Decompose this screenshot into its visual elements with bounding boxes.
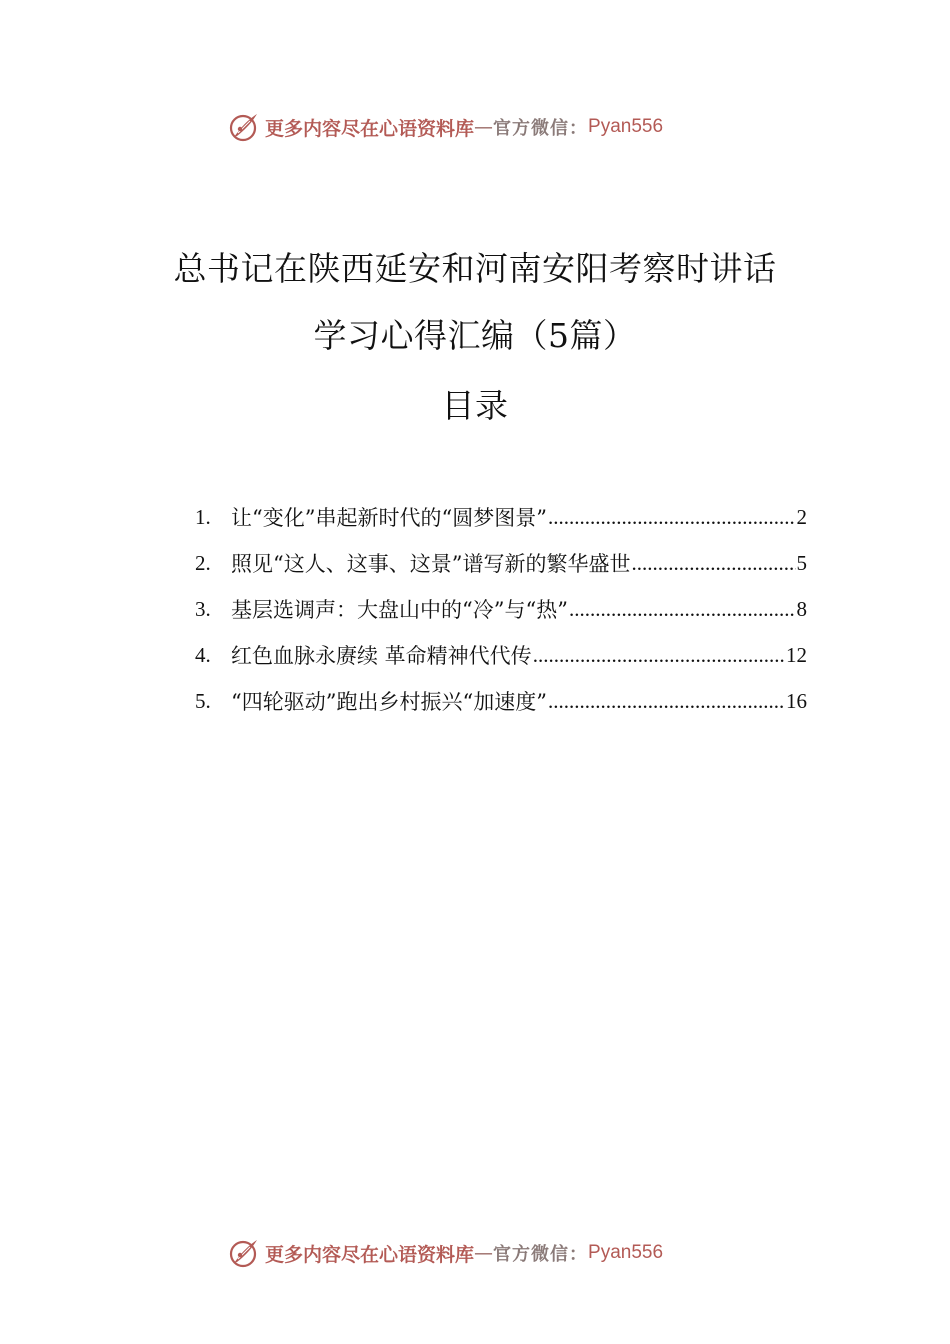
watermark-dash: — [474,1242,494,1264]
toc-entry-number: 1. [195,504,211,529]
toc-entry-title: “四轮驱动”跑出乡村振兴“加速度” [231,690,547,714]
toc-entry-number: 5. [195,688,211,713]
watermark-text: 更多内容尽在心语资料库 [265,117,475,140]
toc-heading: 目录 [441,386,509,425]
toc-entry-page: 5 [796,550,807,575]
toc-leader-dots [631,551,795,576]
toc-entry-page: 16 [786,688,807,713]
toc-entry-title: 照见“这人、这事、这景”谱写新的繁华盛世 [231,552,631,576]
toc-entry-title: 基层选调声：大盘山中的“冷”与“热” [231,598,568,622]
toc-entry-title: 让“变化”串起新时代的“圆梦图景” [231,506,547,530]
toc-leader-dots [548,505,796,530]
header-watermark [228,111,663,143]
table-of-contents [195,494,807,724]
toc-entry-4[interactable] [195,632,807,678]
document-title-line2: 学习心得汇编（5篇） [313,316,637,355]
toc-leader-dots [569,597,796,622]
watermark-wechat-id: Pyan556 [588,116,664,137]
toc-entry-1[interactable] [195,494,807,540]
toc-leader-dots [548,689,785,714]
toc-entry-number: 4. [195,642,211,667]
footer-watermark [228,1237,663,1269]
document-title-line1: 总书记在陕西延安和河南安阳考察时讲话 [173,249,777,288]
quill-pen-logo-icon [228,1237,260,1269]
toc-entry-title: 红色血脉永赓续 革命精神代代传 [231,644,532,668]
toc-leader-dots [533,643,785,668]
quill-pen-logo-icon [228,111,260,143]
toc-entry-2[interactable] [195,540,807,586]
watermark-wechat-id: Pyan556 [588,1242,664,1263]
watermark-text: 更多内容尽在心语资料库 [265,1243,475,1266]
toc-entry-page: 12 [786,642,807,667]
toc-entry-3[interactable] [195,586,807,632]
watermark-official-label: 官方微信： [493,118,589,139]
toc-entry-page: 2 [796,504,807,529]
toc-entry-page: 8 [796,596,807,621]
toc-entry-number: 2. [195,550,211,575]
watermark-official-label: 官方微信： [493,1244,589,1265]
toc-entry-number: 3. [195,596,211,621]
watermark-dash: — [474,116,494,138]
toc-entry-5[interactable] [195,678,807,724]
